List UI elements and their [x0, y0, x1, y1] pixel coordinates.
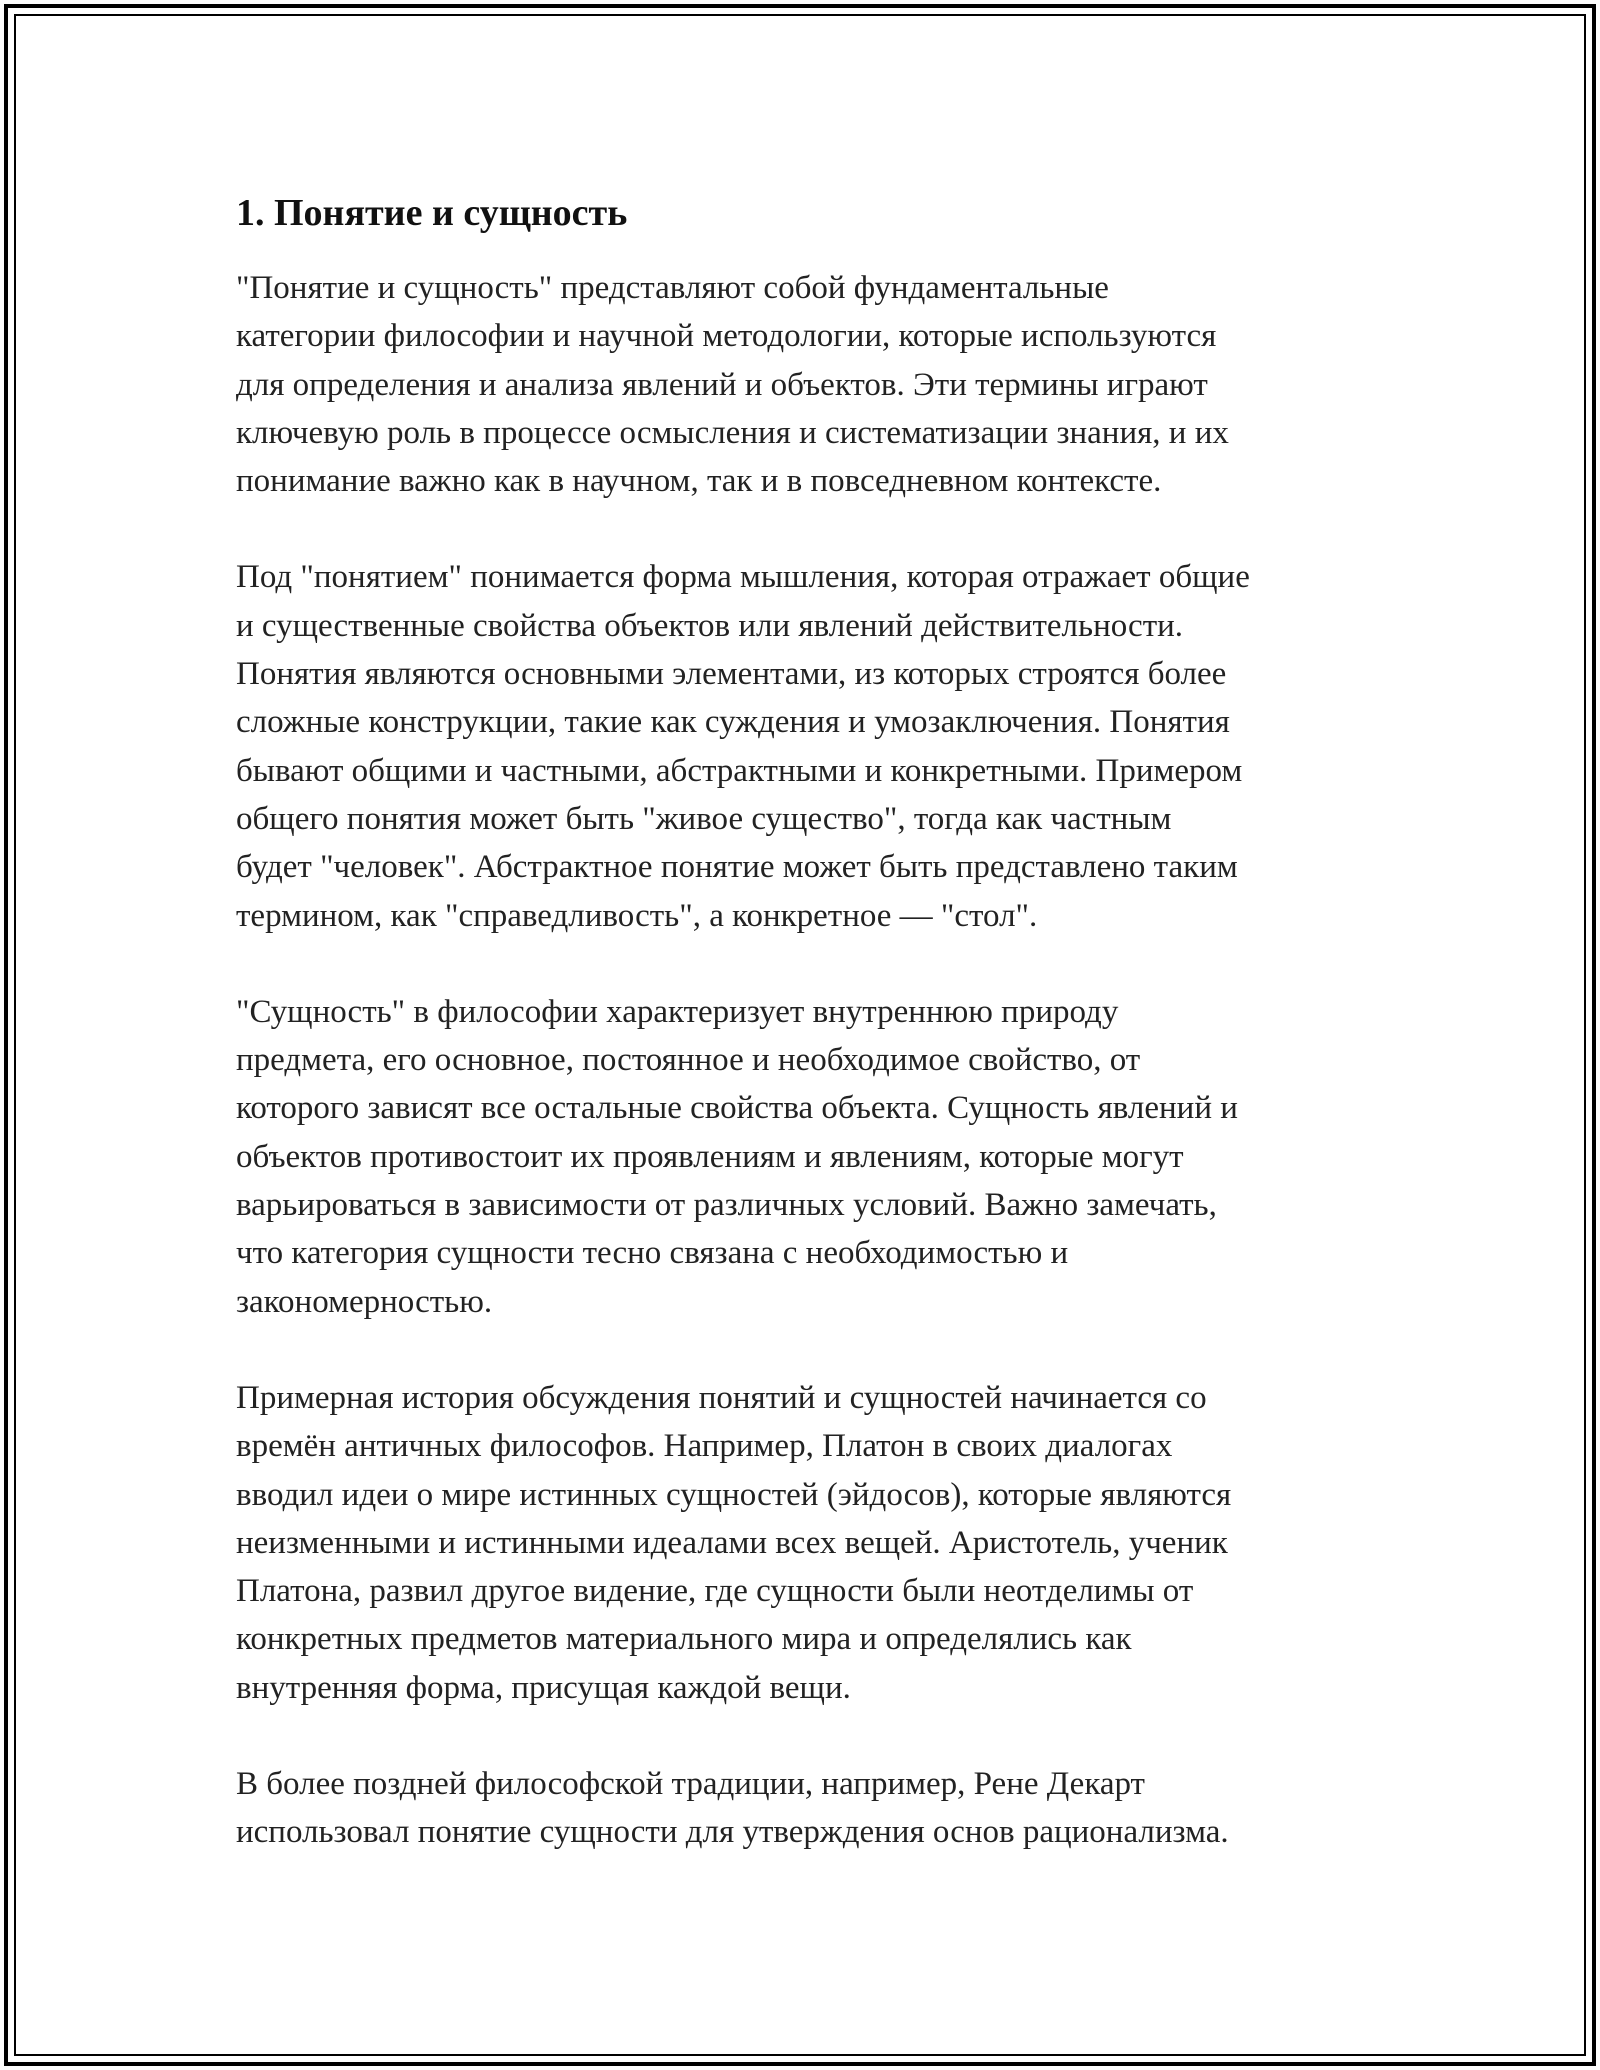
paragraph-line: будет "человек". Абстрактное понятие может быть представлено таким: [236, 849, 1238, 886]
paragraph-line: "Понятие и сущность" представляют собой фундаментальные: [236, 270, 1109, 306]
paragraph-line: Примерная история обсуждения понятий и сущностей начинается со: [236, 1379, 1207, 1416]
paragraph-line: закономерностью.: [236, 1283, 493, 1320]
paragraph-line: для определения и анализа явлений и объектов. Эти термины играют: [236, 366, 1208, 403]
paragraph-line: внутренняя форма, присущая каждой вещи.: [236, 1669, 851, 1706]
paragraph-line: Под "понятием" понимается форма мышления, которая отражает общие: [236, 559, 1250, 596]
paragraph-line: Понятия являются основными элементами, из которых строятся более: [236, 656, 1227, 693]
paragraph-line: варьироваться в зависимости от различных условий. Важно замечать,: [236, 1187, 1217, 1224]
paragraph: [236, 1374, 1396, 1712]
paragraph-line: вводил идеи о мире истинных сущностей (эйдосов), которые являются: [236, 1476, 1232, 1513]
paragraph-line: "Сущность" в философии характеризует внутреннюю природу: [236, 993, 1119, 1030]
paragraph-line: ключевую роль в процессе осмысления и систематизации знания, и их: [236, 414, 1229, 451]
paragraph-line: предмета, его основное, постоянное и необходимое свойство, от: [236, 1042, 1141, 1079]
paragraph: [236, 553, 1396, 939]
paragraph: [236, 988, 1396, 1326]
paragraph-list: [236, 264, 1396, 1857]
paragraph-line: понимание важно как в научном, так и в повседневном контексте.: [236, 463, 1162, 500]
paragraph-line: времён античных философов. Например, Платон в своих диалогах: [236, 1428, 1173, 1465]
paragraph-line: конкретных предметов материального мира и определялись как: [236, 1621, 1132, 1658]
paragraph-line: термином, как "справедливость", а конкретное — "стол".: [236, 897, 1038, 934]
paragraph-line: и существенные свойства объектов или явлений действительности.: [236, 607, 1184, 644]
paragraph-line: объектов противостоит их проявлениям и явлениям, которые могут: [236, 1138, 1184, 1175]
paragraph-line: использовал понятие сущности для утверждения основ рационализма.: [236, 1814, 1229, 1851]
document-body: [236, 188, 1396, 1905]
paragraph-line: сложные конструкции, такие как суждения и умозаключения. Понятия: [236, 704, 1230, 741]
paragraph: [236, 264, 1396, 505]
paragraph-line: что категория сущности тесно связана с необходимостью и: [236, 1235, 1069, 1272]
paragraph-line: которого зависят все остальные свойства объекта. Сущность явлений и: [236, 1090, 1238, 1127]
section-heading: 1. Понятие и сущность: [236, 192, 628, 234]
paragraph-line: бывают общими и частными, абстрактными и конкретными. Примером: [236, 752, 1243, 789]
paragraph-line: В более поздней философской традиции, например, Рене Декарт: [236, 1766, 1145, 1803]
paragraph: [236, 1760, 1396, 1857]
paragraph-line: категории философии и научной методологии, которые используются: [236, 318, 1217, 355]
paragraph-line: Платона, развил другое видение, где сущности были неотделимы от: [236, 1573, 1194, 1610]
paragraph-line: неизменными и истинными идеалами всех вещей. Аристотель, ученик: [236, 1524, 1228, 1561]
paragraph-line: общего понятия может быть "живое существо", тогда как частным: [236, 800, 1172, 837]
